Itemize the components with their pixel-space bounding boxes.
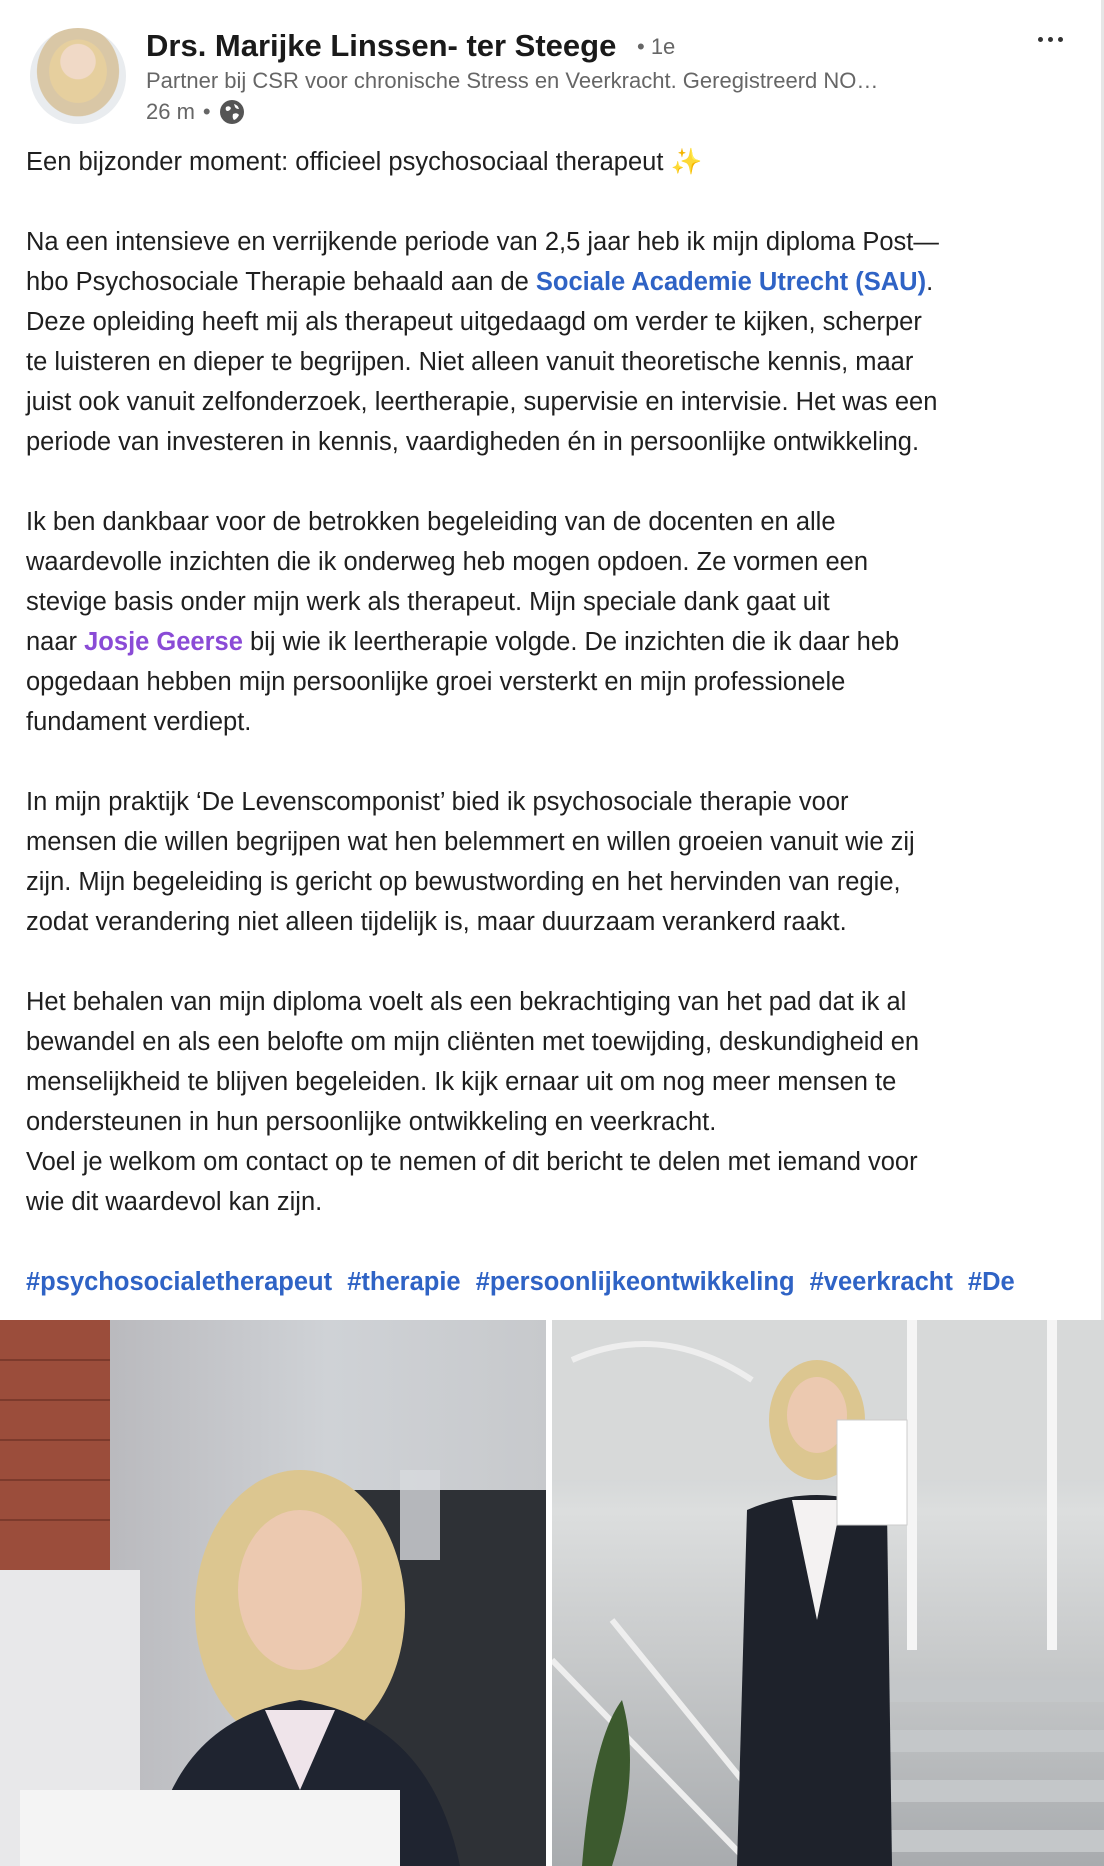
meta-separator: • [202,99,211,124]
globe-icon [219,99,245,125]
mention-josje-geerse[interactable]: Josje Geerse [84,628,243,656]
avatar[interactable] [30,28,126,124]
connection-degree: • 1e [637,34,676,59]
text-line: Voel je welkom om contact op te nemen of dit bericht te delen met iemand voor [26,1148,918,1176]
text-line: juist ook vanuit zelfonderzoek, leertherapie, supervisie en intervisie. Het was een [26,388,938,416]
text-line: opgedaan hebben mijn persoonlijke groei versterkt en mijn professionele [26,668,846,696]
text-line: stevige basis onder mijn werk als therapeut. Mijn speciale dank gaat uit [26,588,830,616]
text-line: fundament verdiept. [26,708,252,736]
hashtag-link[interactable]: #psychosocialetherapeut [26,1268,333,1296]
author-name[interactable]: Drs. Marijke Linssen- ter Steege [146,28,617,63]
hashtag-link[interactable]: #De [967,1268,1015,1296]
more-options-button[interactable] [1030,24,1070,54]
text-line: te luisteren en dieper te begrijpen. Niet alleen vanuit theoretische kennis, maar [26,348,914,376]
text-line: zijn. Mijn begeleiding is gericht op bewustwording en het hervinden van regie, [26,868,901,896]
text-line: periode van investeren in kennis, vaardigheden én in persoonlijke ontwikkeling. [26,428,920,456]
hashtags [26,1262,1072,1302]
text-line: Deze opleiding heeft mij als therapeut uitgedaagd om verder te kijken, scherper [26,308,922,336]
text-line: mensen die willen begrijpen wat hen belemmert en willen groeien vanuit wie zij [26,828,915,856]
text-line: hbo Psychosociale Therapie behaald aan de Sociale Academie Utrecht (SAU). [26,268,934,296]
text-line: naar Josje Geerse bij wie ik leertherapie volgde. De inzichten die ik daar heb [26,628,900,656]
text-line: wie dit waardevol kan zijn. [26,1188,323,1216]
hashtag-link[interactable]: #veerkracht [809,1268,953,1296]
more-horizontal-icon [1038,37,1043,42]
author-headline: Partner bij CSR voor chronische Stress en Veerkracht. Geregistreerd NO… [146,68,879,93]
post-meta [146,98,245,126]
text-line: menselijkheid te blijven begeleiden. Ik kijk ernaar uit om nog meer mensen te [26,1068,897,1096]
hashtag-link[interactable]: #persoonlijkeontwikkeling [475,1268,795,1296]
text-line: zodat verandering niet alleen tijdelijk is, maar duurzaam verankerd raakt. [26,908,847,936]
text-line: ondersteunen in hun persoonlijke ontwikkeling en veerkracht. [26,1108,717,1136]
post-title-line: Een bijzonder moment: officieel psychosociaal therapeut ✨ [26,148,703,176]
more-horizontal-icon [1058,37,1063,42]
post-time: 26 m [146,99,195,124]
more-horizontal-icon [1048,37,1053,42]
post-header [0,0,1104,140]
post-photo-signing[interactable] [0,1320,546,1866]
text-line: In mijn praktijk ‘De Levenscomponist’ bied ik psychosociale therapie voor [26,788,849,816]
text-line: bewandel en als een belofte om mijn cliënten met toewijding, deskundigheid en [26,1028,920,1056]
text-line: Het behalen van mijn diploma voelt als een bekrachtiging van het pad dat ik al [26,988,907,1016]
sau-link[interactable]: Sociale Academie Utrecht (SAU) [535,268,927,296]
post-body [26,142,1086,1222]
text-line: Ik ben dankbaar voor de betrokken begeleiding van de docenten en alle [26,508,836,536]
text-line: waardevolle inzichten die ik onderweg heb mogen opdoen. Ze vormen een [26,548,869,576]
post-photo-diploma[interactable] [552,1320,1104,1866]
text-line: Na een intensieve en verrijkende periode van 2,5 jaar heb ik mijn diploma Post— [26,228,939,256]
hashtag-link[interactable]: #therapie [347,1268,461,1296]
